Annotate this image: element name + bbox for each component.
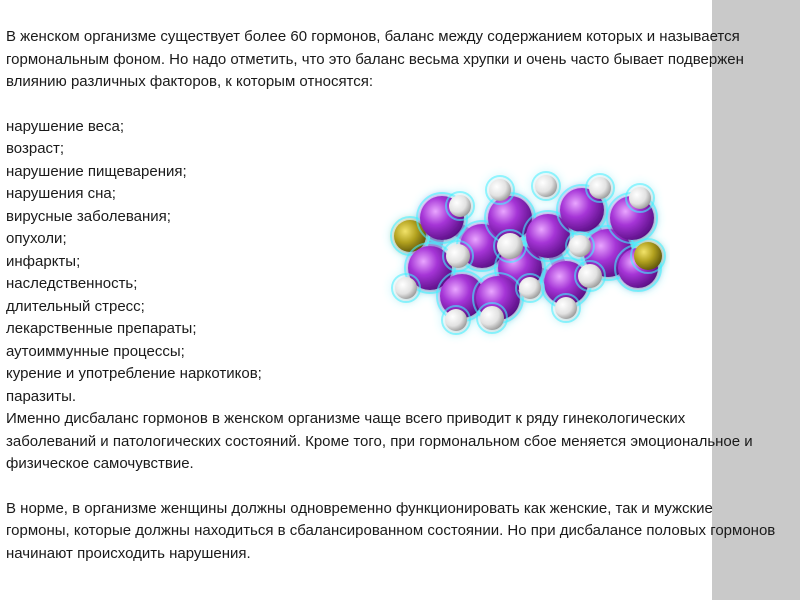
hydrogen-atom [569, 235, 591, 257]
oxygen-atom [634, 242, 662, 270]
hydrogen-atom [445, 309, 467, 331]
list-item: нарушения сна; [6, 185, 116, 202]
list-item: возраст; [6, 140, 65, 157]
hydrogen-atom [395, 277, 417, 299]
hydrogen-atom [449, 195, 471, 217]
hydrogen-atom [535, 175, 557, 197]
molecule-illustration [370, 158, 670, 348]
hydrogen-atom [629, 187, 651, 209]
list-item: курение и употребление наркотиков; [6, 365, 262, 382]
list-item: нарушение веса; [6, 117, 125, 135]
list-item: наследственность; [6, 275, 138, 292]
conclusion-paragraph: Именно дисбаланс гормонов в женском организме чаще всего приводит к ряду гинекологических заболеваний и патологических состояний. Кроме того, при гормональном сбое меняется эмоциональное и физическое самочувствие. [6, 410, 753, 472]
intro-paragraph: В женском организме существует более 60 гормонов, баланс между содержанием которых и называется гормональным фоном. Но надо отметить, что это баланс весьма хрупки и очень часто бывает подвержен влиянию различных факторов, к которым относятся: [6, 28, 744, 90]
hydrogen-atom [555, 297, 577, 319]
list-item: нарушение пищеварения; [6, 162, 187, 180]
list-item: инфаркты; [6, 252, 81, 270]
list-item: вирусные заболевания; [6, 207, 171, 225]
list-item: паразиты. [6, 387, 77, 405]
list-item: длительный стресс; [6, 297, 145, 315]
list-item: аутоиммунные процессы; [6, 342, 185, 360]
hydrogen-atom [489, 179, 511, 201]
hydrogen-atom [497, 233, 523, 259]
hydrogen-atom [480, 306, 504, 330]
hydrogen-atom [446, 244, 470, 268]
list-item: лекарственные препараты; [6, 320, 197, 337]
hydrogen-atom [589, 177, 611, 199]
hydrogen-atom [519, 277, 541, 299]
hydrogen-atom [578, 264, 602, 288]
list-item: опухоли; [6, 230, 67, 247]
norm-paragraph: В норме, в организме женщины должны одновременно функционировать как женские, так и мужские гормоны, которые должны находиться в сбалансированном состоянии. Но при дисбалансе половых гормонов начинают происходить нарушения. [6, 499, 776, 562]
